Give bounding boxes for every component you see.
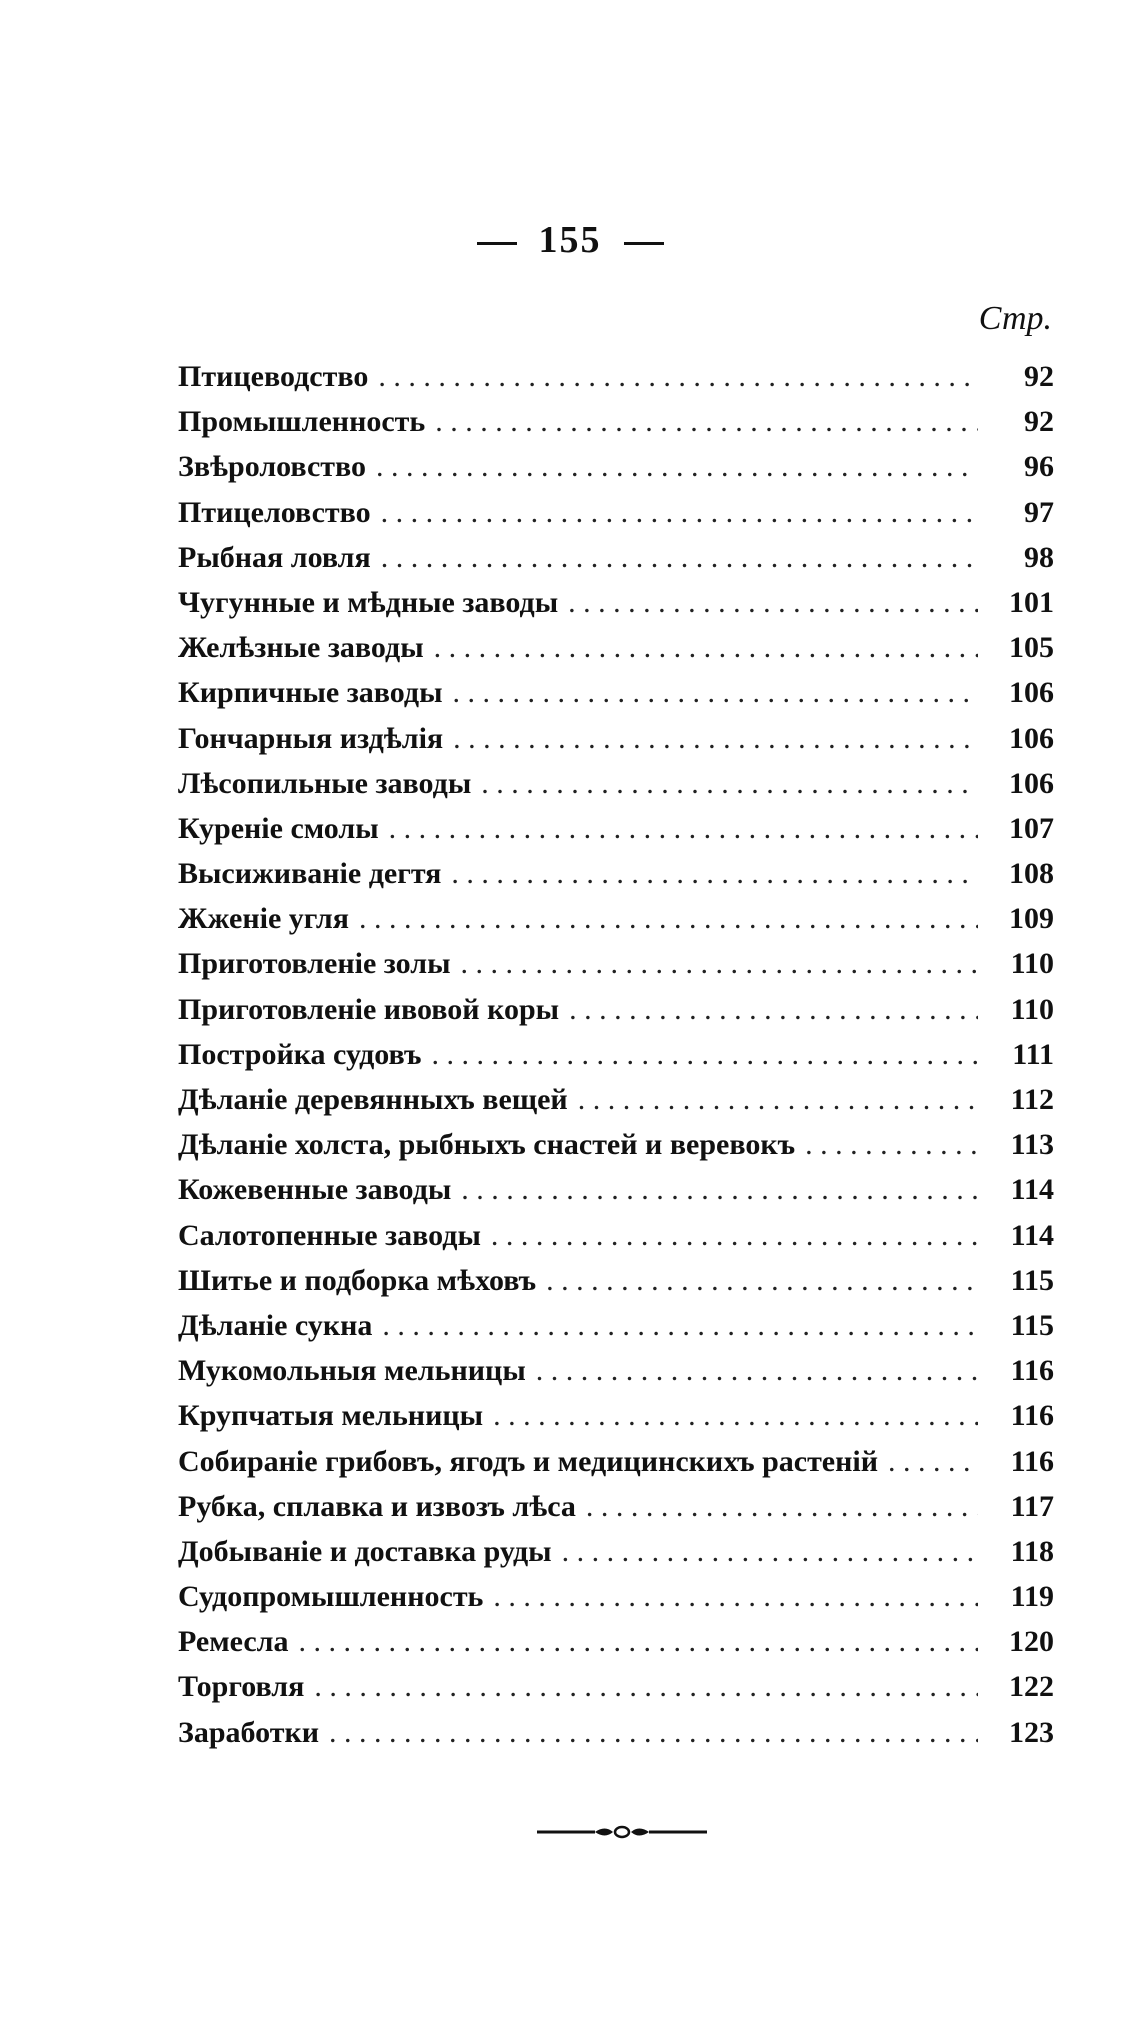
dot-leader <box>381 535 978 580</box>
dot-leader <box>435 399 978 444</box>
toc-entry-title: Дѣланіе деревянныхъ вещей <box>178 1083 568 1116</box>
toc-entry-page: 122 <box>1009 1670 1054 1704</box>
toc-entry-title: Приготовленіе ивовой коры <box>178 992 560 1026</box>
toc-entry <box>178 1077 1054 1122</box>
toc-entry-title: Жженіе угля <box>178 902 349 936</box>
table-of-contents <box>178 354 1054 1755</box>
toc-entry-title: Кирпичные заводы <box>178 676 443 710</box>
toc-entry <box>178 535 1054 580</box>
toc-entry-page: 115 <box>1010 1308 1054 1342</box>
toc-entry <box>178 896 1054 941</box>
toc-entry-page: 96 <box>1024 450 1054 484</box>
toc-entry-title: Судопромышленность <box>178 1580 484 1614</box>
toc-entry-title: Собираніе грибовъ, ягодъ и медицинскихъ растеній <box>178 1444 879 1478</box>
toc-entry-title: Заработки <box>178 1715 320 1749</box>
toc-entry-title: Приготовленіе золы <box>178 947 451 981</box>
dot-leader <box>546 1258 978 1303</box>
toc-entry <box>178 490 1054 535</box>
toc-entry-title: Крупчатыя мельницы <box>178 1399 484 1433</box>
dot-leader <box>431 1032 978 1077</box>
toc-entry <box>178 1213 1054 1258</box>
toc-entry <box>178 1664 1054 1709</box>
right-dash <box>624 242 664 245</box>
toc-entry-page: 114 <box>1010 1218 1054 1252</box>
toc-entry-title: Кожевенные заводы <box>178 1173 452 1207</box>
dot-leader <box>805 1122 978 1167</box>
dot-leader <box>578 1077 978 1122</box>
toc-entry-page: 110 <box>1010 947 1054 981</box>
toc-entry-page: 92 <box>1024 360 1054 393</box>
toc-entry-page: 107 <box>1009 811 1054 845</box>
toc-entry <box>178 580 1054 625</box>
toc-entry-title: Салотопенные заводы <box>178 1218 481 1252</box>
toc-entry-page: 120 <box>1009 1625 1054 1659</box>
ornament-divider-icon <box>537 1820 707 1844</box>
toc-entry-page: 98 <box>1024 540 1054 574</box>
toc-entry <box>178 1529 1054 1574</box>
dot-leader <box>568 580 978 625</box>
dot-leader <box>586 1484 978 1529</box>
dot-leader <box>451 851 978 896</box>
toc-entry <box>178 761 1054 806</box>
toc-entry <box>178 1032 1054 1077</box>
toc-entry <box>178 1348 1054 1393</box>
dot-leader <box>299 1619 978 1664</box>
dot-leader <box>359 896 978 941</box>
toc-entry-page: 106 <box>1009 721 1054 755</box>
dot-leader <box>382 1303 978 1348</box>
toc-entry-page: 117 <box>1010 1489 1054 1523</box>
toc-entry-title: Рубка, сплавка и извозъ лѣса <box>178 1489 576 1523</box>
toc-entry <box>178 806 1054 851</box>
toc-entry-title: Чугунные и мѣдные заводы <box>178 585 559 619</box>
toc-entry-title: Птицеводство <box>178 360 369 393</box>
toc-entry <box>178 1303 1054 1348</box>
toc-entry <box>178 1122 1054 1167</box>
dot-leader <box>461 1167 978 1212</box>
toc-entry-title: Постройка судовъ <box>178 1037 422 1071</box>
toc-entry-page: 116 <box>1010 1354 1054 1388</box>
toc-entry-page: 109 <box>1009 902 1054 936</box>
dot-leader <box>381 490 978 535</box>
toc-entry-title: Куреніе смолы <box>178 811 379 845</box>
toc-entry-title: Желѣзные заводы <box>178 631 424 665</box>
toc-entry <box>178 1393 1054 1438</box>
toc-entry-title: Высиживаніе дегтя <box>178 857 442 891</box>
toc-entry-page: 118 <box>1010 1534 1054 1568</box>
dot-leader <box>329 1710 978 1755</box>
toc-entry <box>178 399 1054 444</box>
dot-leader <box>434 625 978 670</box>
dot-leader <box>453 716 978 761</box>
toc-entry-page: 115 <box>1010 1263 1054 1297</box>
dot-leader <box>536 1348 978 1393</box>
toc-entry-page: 97 <box>1024 495 1054 529</box>
dot-leader <box>562 1529 978 1574</box>
dot-leader <box>481 761 978 806</box>
toc-entry-page: 113 <box>1010 1128 1054 1162</box>
toc-entry <box>178 941 1054 986</box>
toc-entry-page: 101 <box>1009 585 1054 619</box>
dot-leader <box>461 941 978 986</box>
toc-entry <box>178 1439 1054 1484</box>
toc-entry-page: 110 <box>1010 992 1054 1026</box>
dot-leader <box>453 670 978 715</box>
dot-leader <box>569 987 978 1032</box>
dot-leader <box>376 444 978 489</box>
page-column-header: Стр. <box>978 300 1052 337</box>
left-dash <box>477 242 517 245</box>
toc-entry-page: 112 <box>1010 1083 1054 1116</box>
toc-entry <box>178 1710 1054 1755</box>
toc-entry-page: 119 <box>1010 1580 1054 1614</box>
toc-entry <box>178 1258 1054 1303</box>
toc-entry-title: Мукомольныя мельницы <box>178 1354 526 1388</box>
toc-entry-page: 108 <box>1009 857 1054 891</box>
toc-entry-title: Дѣланіе сукна <box>178 1308 373 1342</box>
dot-leader <box>493 1574 978 1619</box>
toc-entry-page: 105 <box>1009 631 1054 665</box>
toc-entry-title: Птицеловство <box>178 495 371 529</box>
toc-entry <box>178 625 1054 670</box>
toc-entry <box>178 1167 1054 1212</box>
dot-leader <box>314 1664 978 1709</box>
page-number-header <box>0 218 1140 262</box>
toc-entry-page: 114 <box>1010 1173 1054 1207</box>
toc-entry <box>178 1574 1054 1619</box>
dot-leader <box>491 1213 978 1258</box>
toc-entry <box>178 670 1054 715</box>
toc-entry-page: 116 <box>1010 1399 1054 1433</box>
toc-entry-page: 106 <box>1009 676 1054 710</box>
toc-entry-page: 123 <box>1009 1715 1054 1749</box>
toc-entry <box>178 354 1054 399</box>
toc-entry-title: Гончарныя издѣлія <box>178 721 444 755</box>
toc-entry-title: Шитье и подборка мѣховъ <box>178 1263 537 1297</box>
toc-entry <box>178 851 1054 896</box>
page-number: 155 <box>538 219 602 261</box>
toc-entry-page: 111 <box>1012 1037 1054 1071</box>
dot-leader <box>493 1393 978 1438</box>
toc-entry-title: Лѣсопильные заводы <box>178 766 472 800</box>
dot-leader <box>378 354 978 399</box>
toc-entry <box>178 1484 1054 1529</box>
toc-entry-title: Рыбная ловля <box>178 540 371 574</box>
toc-entry-title: Промышленность <box>178 405 426 439</box>
toc-entry-title: Звѣроловство <box>178 450 367 484</box>
toc-entry <box>178 1619 1054 1664</box>
toc-entry-title: Ремесла <box>178 1625 289 1659</box>
toc-entry-title: Добываніе и доставка руды <box>178 1534 552 1568</box>
dot-leader <box>888 1439 978 1484</box>
toc-entry <box>178 716 1054 761</box>
toc-entry-title: Дѣланіе холста, рыбныхъ снастей и веревокъ <box>178 1128 796 1162</box>
dot-leader <box>389 806 978 851</box>
toc-entry-page: 116 <box>1010 1444 1054 1478</box>
toc-entry <box>178 444 1054 489</box>
toc-entry <box>178 987 1054 1032</box>
toc-entry-title: Торговля <box>178 1670 305 1704</box>
toc-entry-page: 92 <box>1024 405 1054 439</box>
toc-entry-page: 106 <box>1009 766 1054 800</box>
